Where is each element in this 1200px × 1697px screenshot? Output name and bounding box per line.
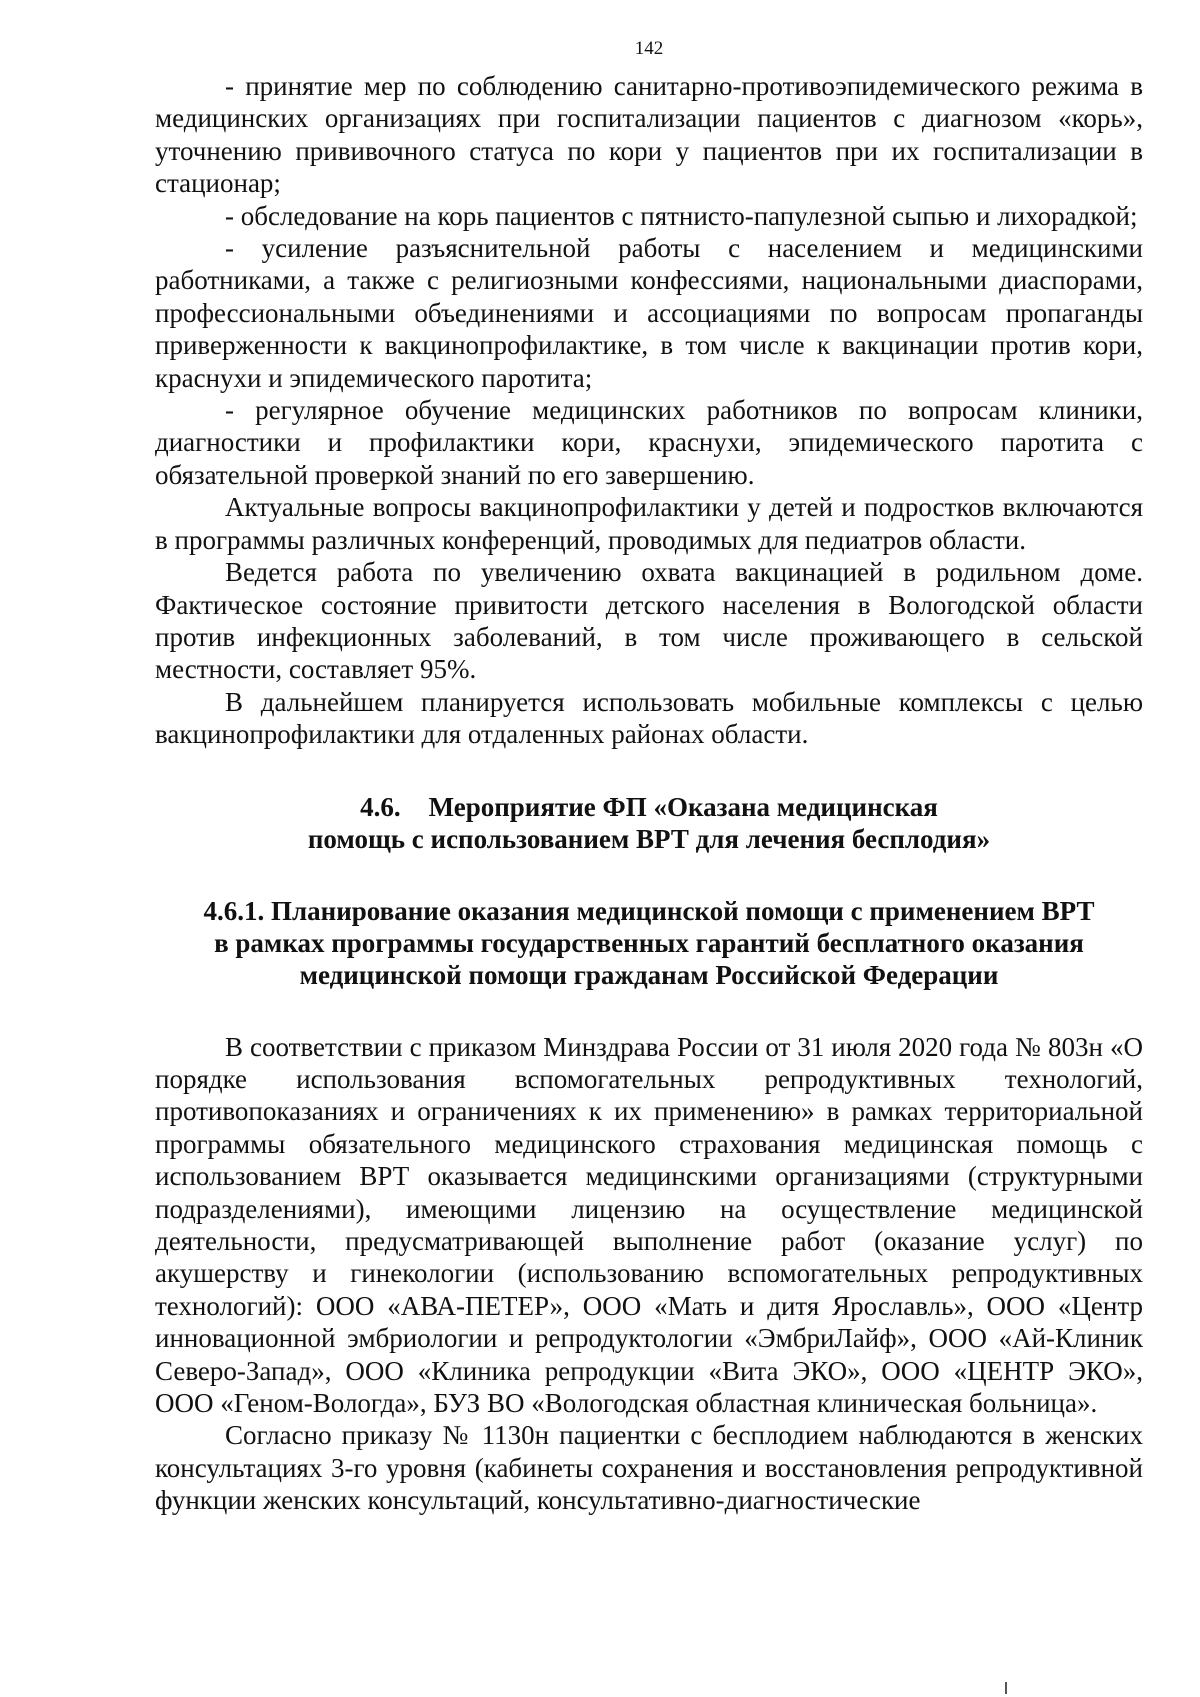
paragraph-order-803n: В соответствии с приказом Минздрава России от 31 июля 2020 года № 803н «О порядке использования вспомогательных репродуктивных технологий, противопоказаниях и ограничениях к их применению» в рамках территориальной программы обязательного медицинского страхования медицинская помощь с использованием ВРТ оказывается медицинскими организациями (структурными подразделениями), имеющими лицензию на осуществление медицинской деятельности, предусматривающей выполнение работ (оказание услуг) по акушерству и гинекологии (использованию вспомогательных репродуктивных технологий): ООО «АВА-ПЕТЕР», ООО «Мать и дитя Ярославль», ООО «Центр инновационной эмбриологии и репродуктологии «ЭмбриЛайф», ООО «Ай-Клиник Северо-Запад», ООО «Клиника репродукции «Вита ЭКО», ООО «ЦЕНТР ЭКО», ООО «Геном-Вологда», БУЗ ВО «Вологодская областная клиническая больница». [155,1031,1143,1418]
document-page [155,38,1143,1517]
subsection-title-line2: в рамках программы государственных гарантий бесплатного оказания [214,927,1084,958]
paragraph-mobile-complexes: В дальнейшем планируется использовать мобильные комплексы с целью вакцинопрофилактики для отдаленных районах области. [155,686,1143,750]
paragraph-measures-examination: - обследование на корь пациентов с пятнисто-папулезной сыпью и лихорадкой; [225,200,1138,231]
subsection-heading-4-6-1 [155,895,1143,991]
section-heading-4-6 [155,791,1143,855]
subsection-title-line1: 4.6.1. Планирование оказания медицинской помощи с применением ВРТ [203,895,1095,926]
page-number: 142 [634,38,664,59]
paragraph-measures-training: - регулярное обучение медицинских работников по вопросам клиники, диагностики и профилактики кори, краснухи, эпидемического паротита с обязательной проверкой знаний по его завершению. [155,395,1143,490]
section-title-line2: помощь с использованием ВРТ для лечения бесплодия» [307,823,991,854]
section-number: 4.6. [360,791,401,822]
paragraph-vaccination-coverage: Ведется работа по увеличению охвата вакцинацией в родильном доме. Фактическое состояние привитости детского населения в Вологодской области против инфекционных заболеваний, в том числе проживающего в сельской местности, составляет 95%. [155,557,1143,685]
paragraph-conferences: Актуальные вопросы вакцинопрофилактики у детей и подростков включаются в программы различных конференций, проводимых для педиатров области. [155,492,1143,555]
paragraph-measures-sanitary: - принятие мер по соблюдению санитарно-противоэпидемического режима в медицинских организациях при госпитализации пациентов с диагнозом «корь», уточнению прививочного статуса по кори у пациентов при их госпитализации в стационар; [155,71,1143,199]
subsection-title-line3: медицинской помощи гражданам Российской Федерации [299,959,999,990]
paragraph-measures-outreach: - усиление разъяснительной работы с населением и медицинскими работниками, а также с религиозными конфессиями, национальными диаспорами, профессиональными объединениями и ассоциациями по вопросам пропаганды приверженности к вакцинопрофилактике, в том числе к вакцинации против кори, краснухи и эпидемического паротита; [155,233,1143,393]
section-title-line1: Мероприятие ФП «Оказана медицинская [428,791,938,822]
section-heading-4-6-line1 [155,791,1143,823]
scan-artifact-mark [1005,1682,1007,1694]
paragraph-order-1130n: Согласно приказу № 1130н пациентки с бесплодием наблюдаются в женских консультациях 3-го уровня (кабинеты сохранения и восстановления репродуктивной функции женских консультаций, консультативно-диагностические [155,1420,1143,1516]
